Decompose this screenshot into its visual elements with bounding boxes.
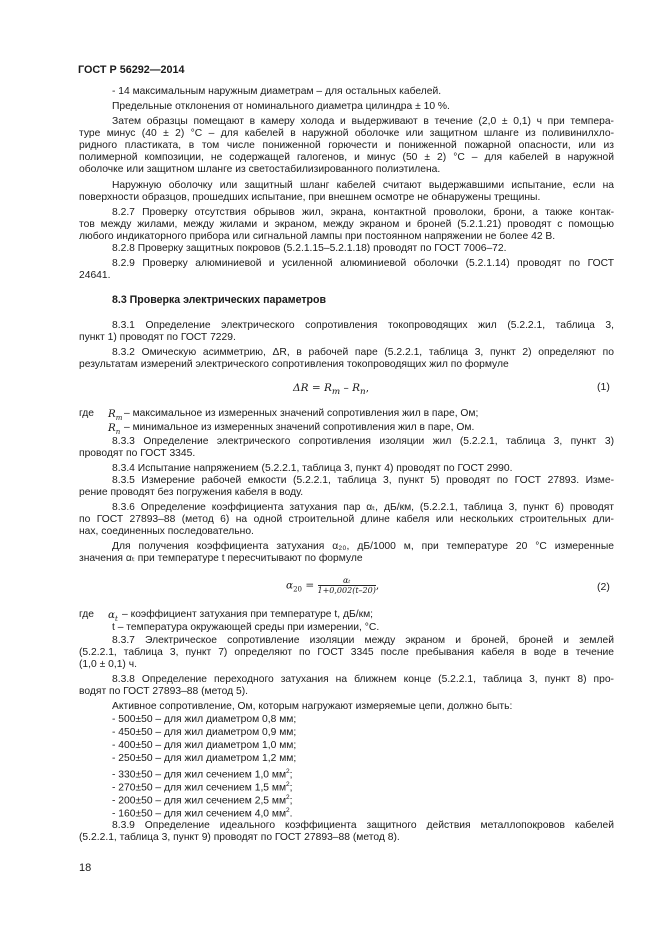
text-line: рение проводят без погружения кабеля в воду. — [79, 487, 304, 498]
text-line: 8.2.9 Проверку алюминиевой и усиленной алюминиевой оболочки (5.2.1.14) проводят по ГОСТ — [112, 258, 614, 269]
symbol-at: $\alpha_t$ — [108, 609, 118, 624]
text-line: полимерной композиции, не содержащей галогенов, и минус (50 ± 2) °С – для кабелей в наружной — [79, 152, 614, 163]
equation-number-1: (1) — [597, 381, 610, 393]
text-line: 8.3.8 Определение переходного затухания на ближнем конце (5.2.2.1, таблица 3, пункт 8) про- — [112, 674, 614, 685]
text-line: – максимальное из измеренных значений сопротивления жил в паре, Ом; — [124, 408, 479, 419]
list-item: - 160±50 – для жил сечением 4,0 $мм^2$. — [112, 807, 293, 820]
formula-2: $\alpha_{20}$ = $\frac{\text{αₜ}}{1+0,002(t-20)}$ , — [286, 576, 380, 595]
text-line: Предельные отклонения от номинального диаметра цилиндра ± 10 %. — [112, 101, 450, 112]
text-line: пункт 1) проводят по ГОСТ 7229. — [79, 332, 236, 343]
text-line: туре минус (40 ± 2) °С – для кабелей в наружной оболочке или защитном шланге из поливинилхло- — [79, 128, 614, 139]
text-line: 8.2.8 Проверку защитных покровов (5.2.1.15–5.2.1.18) проводят по ГОСТ 7006–72. — [112, 243, 507, 254]
text-line: результатам измерений электрического сопротивления токопроводящих жил по формуле — [79, 359, 509, 370]
list-item: - 500±50 – для жил диаметром 0,8 мм; — [112, 714, 297, 725]
symbol-rm: $R_m$ — [108, 408, 123, 423]
text-line: (1,0 ± 0,1) ч. — [79, 659, 137, 670]
page-number: 18 — [79, 862, 92, 874]
text-line: любого индикаторного прибора или сигнальной лампы при постоянном напряжении не более 42 В. — [79, 231, 556, 242]
text-line: нах, соединенных последовательно. — [79, 526, 254, 537]
text-line: Для получения коэффициента затухания α₂₀, дБ/1000 м, при температуре 20 °С измеренные — [112, 541, 614, 552]
text-line: 24641. — [79, 270, 111, 281]
text-line: 8.3.3 Определение электрического сопротивления изоляции жил (5.2.2.1, таблица 3, пункт 3) — [112, 436, 614, 447]
text-line: - 14 максимальным наружным диаметрам – для остальных кабелей. — [112, 86, 442, 97]
text-line: тов между жилами, между жилами и экраном, между экраном и броней (5.2.1.21) проводят с помощью — [79, 219, 614, 230]
formula-1: $\Delta R = R_m - R_n$, — [293, 382, 370, 398]
text-line: 8.3.5 Измерение рабочей емкости (5.2.2.1, таблица 3, пункт 5) проводят по ГОСТ 27893. Изме- — [112, 475, 614, 486]
text-line: 8.3.9 Определение идеального коэффициента защитного действия металлопокровов кабелей — [112, 820, 614, 831]
text-line: 8.3.4 Испытание напряжением (5.2.2.1, таблица 3, пункт 4) проводят по ГОСТ 2990. — [112, 463, 513, 474]
text-line: 8.3.1 Определение электрического сопротивления токопроводящих жил (5.2.2.1, таблица 3, — [112, 320, 614, 331]
text-line: оболочке или защитном шланге из светостабилизированного полиэтилена. — [79, 164, 441, 175]
where-label: где — [79, 609, 95, 620]
list-item: - 450±50 – для жил диаметром 0,9 мм; — [112, 727, 297, 738]
list-item: - 400±50 – для жил диаметром 1,0 мм; — [112, 740, 297, 751]
text-line: – коэффициент затухания при температуре t, дБ/км; — [122, 609, 374, 620]
text-line: водят по ГОСТ 27893–88 (метод 5). — [79, 686, 248, 697]
text-line: значения αₜ при температуре t пересчитывают по формуле — [79, 553, 363, 564]
where-label: где — [79, 408, 95, 419]
text-line: 8.3.6 Определение коэффициента затухания пар αₜ, дБ/км, (5.2.2.1, таблица 3, пункт 6) проводят — [112, 502, 614, 513]
text-line: поверхности образцов, прошедших испытание, при внешнем осмотре не обнаружены трещины. — [79, 192, 541, 203]
list-item: - 200±50 – для жил сечением 2,5 $мм^2$; — [112, 794, 293, 807]
section-heading: 8.3 Проверка электрических параметров — [112, 294, 326, 306]
text-line: 8.2.7 Проверку отсутствия обрывов жил, экрана, контактной проволоки, брони, а также контак- — [112, 207, 614, 218]
document-header: ГОСТ Р 56292—2014 — [78, 64, 185, 76]
text-line: (5.2.2.1, таблица 3, пункт 9) проводят по ГОСТ 27893–88 (метод 8). — [79, 832, 400, 843]
equation-number-2: (2) — [597, 581, 610, 593]
list-item: - 270±50 – для жил сечением 1,5 $мм^2$; — [112, 781, 293, 794]
text-line: – минимальное из измеренных значений сопротивления жил в паре, Ом. — [124, 422, 475, 433]
text-line: ридного пластиката, в том числе пониженной горючести и пониженной пожарной опасности, или из — [79, 140, 614, 151]
text-line: 8.3.7 Электрическое сопротивление изоляции между экраном и броней, броней и землей — [112, 635, 614, 646]
text-line: (5.2.2.1, таблица 3, пункт 7) определяют по ГОСТ 3345 после пребывания кабеля в воде в течение — [79, 647, 614, 658]
text-line: по ГОСТ 27893–88 (метод 6) на одной строительной длине кабеля или нескольких строительных дли- — [79, 514, 614, 525]
text-line: Наружную оболочку или защитный шланг кабелей считают выдержавшими испытание, если на — [112, 180, 614, 191]
text-line: 8.3.2 Омическую асимметрию, ΔR, в рабочей паре (5.2.2.1, таблица 3, пункт 2) определяют по — [112, 347, 614, 358]
text-line: Активное сопротивление, Ом, которым нагружают измеряемые цепи, должно быть: — [112, 701, 513, 712]
text-line: Затем образцы помещают в камеру холода и выдерживают в течение (2,0 ± 0,1) ч при темпера- — [112, 116, 614, 127]
symbol-rn: $R_n$ — [108, 422, 121, 437]
text-line: t – температура окружающей среды при измерении, °С. — [112, 622, 380, 633]
text-line: проводят по ГОСТ 3345. — [79, 448, 196, 459]
list-item: - 250±50 – для жил диаметром 1,2 мм; — [112, 753, 297, 764]
list-item: - 330±50 – для жил сечением 1,0 $мм^2$; — [112, 768, 293, 781]
